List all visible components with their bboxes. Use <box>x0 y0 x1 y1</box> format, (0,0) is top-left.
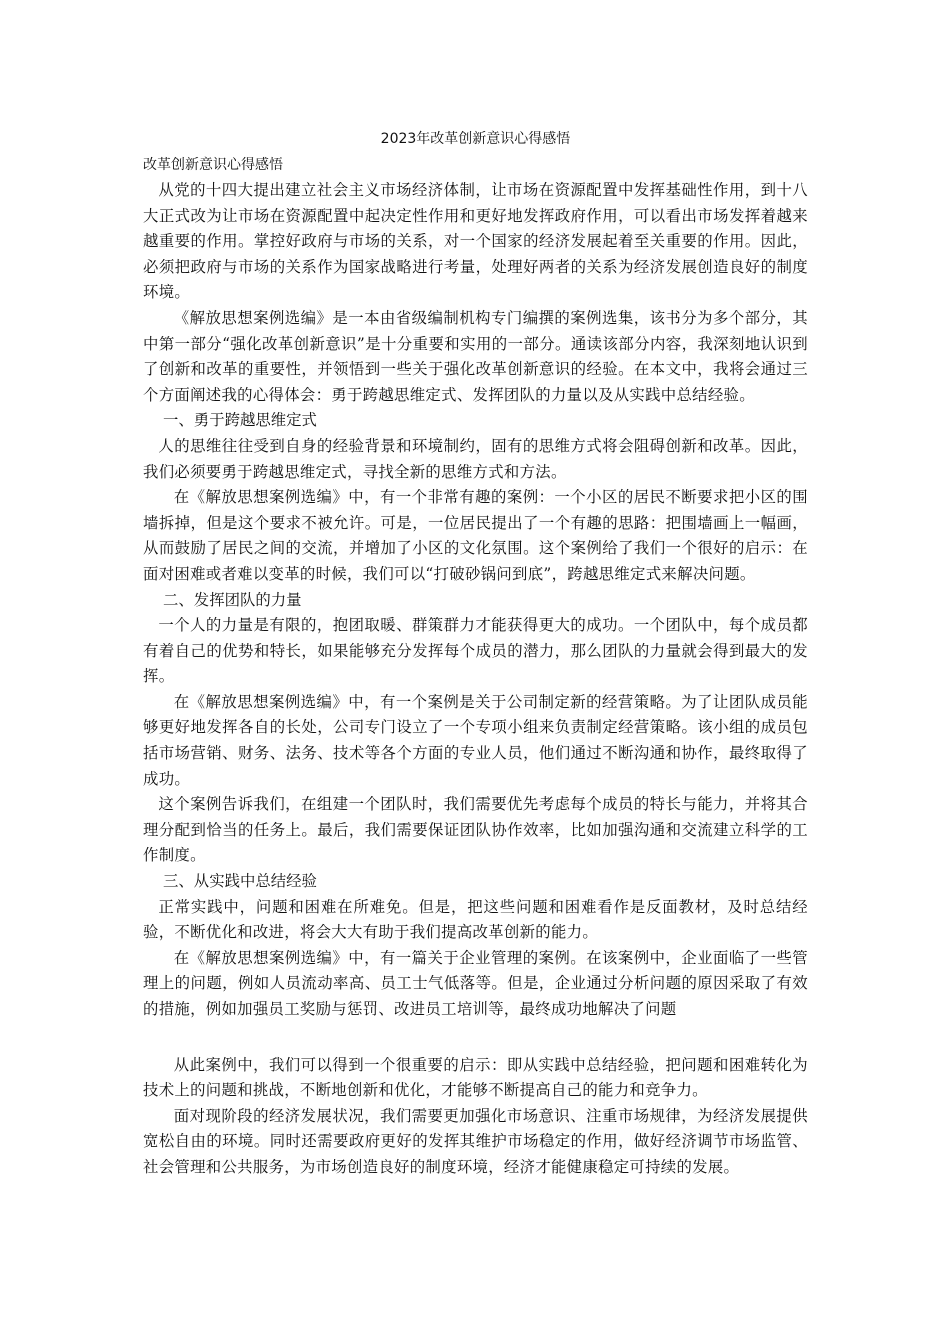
section-2-paragraph-2: 在《解放思想案例选编》中，有一个案例是关于公司制定新的经营策略。为了让团队成员能够更好地发挥各自的长处，公司专门设立了一个专项小组来负责制定经营策略。该小组的成员包括市场营销、财务、法务、技术等各个方面的专业人员，他们通过不断沟通和协作，最终取得了成功。 <box>143 692 808 788</box>
section-3-heading: 三、从实践中总结经验 <box>163 872 317 891</box>
section-1-paragraph-2: 在《解放思想案例选编》中，有一个非常有趣的案例：一个小区的居民不断要求把小区的围墙拆掉，但是这个要求不被允许。可是，一位居民提出了一个有趣的思路：把围墙画上一幅画，从而鼓励了居民之间的交流，并增加了小区的文化氛围。这个案例给了我们一个很好的启示：在面对困难或者难以变革的时候，我们可以“打破砂锅问到底”，跨越思维定式来解决问题。 <box>143 488 808 583</box>
document-page <box>143 126 808 1181</box>
intro-paragraph-1: 从党的十四大提出建立社会主义市场经济体制，让市场在资源配置中发挥基础性作用，到十八大正式改为让市场在资源配置中起决定性作用和更好地发挥政府作用，可以看出市场发挥着越来越重要的作用。掌控好政府与市场的关系，对一个国家的经济发展起着至关重要的作用。因此，必须把政府与市场的关系作为国家战略进行考量，处理好两者的关系为经济发展创造良好的制度环境。 <box>143 181 808 302</box>
section-3-paragraph-2: 在《解放思想案例选编》中，有一篇关于企业管理的案例。在该案例中，企业面临了一些管理上的问题，例如人员流动率高、员工士气低落等。但是，企业通过分析问题的原因采取了有效的措施，例如加强员工奖励与惩罚、改进员工培训等，最终成功地解决了问题 <box>143 948 808 1018</box>
section-3-paragraph-1: 正常实践中，问题和困难在所难免。但是，把这些问题和困难看作是反面教材，及时总结经验，不断优化和改进，将会大大有助于我们提高改革创新的能力。 <box>143 897 808 942</box>
section-2-heading: 二、发挥团队的力量 <box>163 590 302 609</box>
paragraph-gap <box>143 1023 808 1053</box>
section-2-paragraph-1: 一个人的力量是有限的，抱团取暖、群策群力才能获得更大的成功。一个团队中，每个成员都有着自己的优势和特长，如果能够充分发挥每个成员的潜力，那么团队的力量就会得到最大的发挥。 <box>143 616 808 686</box>
section-2-paragraph-3: 这个案例告诉我们，在组建一个团队时，我们需要优先考虑每个成员的特长与能力，并将其合理分配到恰当的任务上。最后，我们需要保证团队协作效率，比如加强沟通和交流建立科学的工作制度。 <box>143 795 808 865</box>
document-subtitle: 改革创新意识心得感悟 <box>143 157 283 173</box>
document-title: 2023年改革创新意识心得感悟 <box>380 131 571 147</box>
section-3-paragraph-3: 从此案例中，我们可以得到一个很重要的启示：即从实践中总结经验，把问题和困难转化为技术上的问题和挑战，不断地创新和优化，才能够不断提高自己的能力和竞争力。 <box>143 1055 808 1100</box>
section-3-paragraph-4: 面对现阶段的经济发展状况，我们需要更加强化市场意识、注重市场规律，为经济发展提供宽松自由的环境。同时还需要政府更好的发挥其维护市场稳定的作用，做好经济调节市场监管、社会管理和公共服务，为市场创造良好的制度环境，经济才能健康稳定可持续的发展。 <box>143 1106 808 1176</box>
section-1-heading: 一、勇于跨越思维定式 <box>163 411 317 430</box>
section-1-paragraph-1: 人的思维往往受到自身的经验背景和环境制约，固有的思维方式将会阻碍创新和改革。因此，我们必须要勇于跨越思维定式，寻找全新的思维方式和方法。 <box>143 436 808 481</box>
intro-paragraph-2: 《解放思想案例选编》是一本由省级编制机构专门编撰的案例选集，该书分为多个部分，其中第一部分“强化改革创新意识”是十分重要和实用的一部分。通读该部分内容，我深刻地认识到了创新和改革的重要性，并领悟到一些关于强化改革创新意识的经验。在本文中，我将会通过三个方面阐述我的心得体会：勇于跨越思维定式、发挥团队的力量以及从实践中总结经验。 <box>143 308 808 404</box>
